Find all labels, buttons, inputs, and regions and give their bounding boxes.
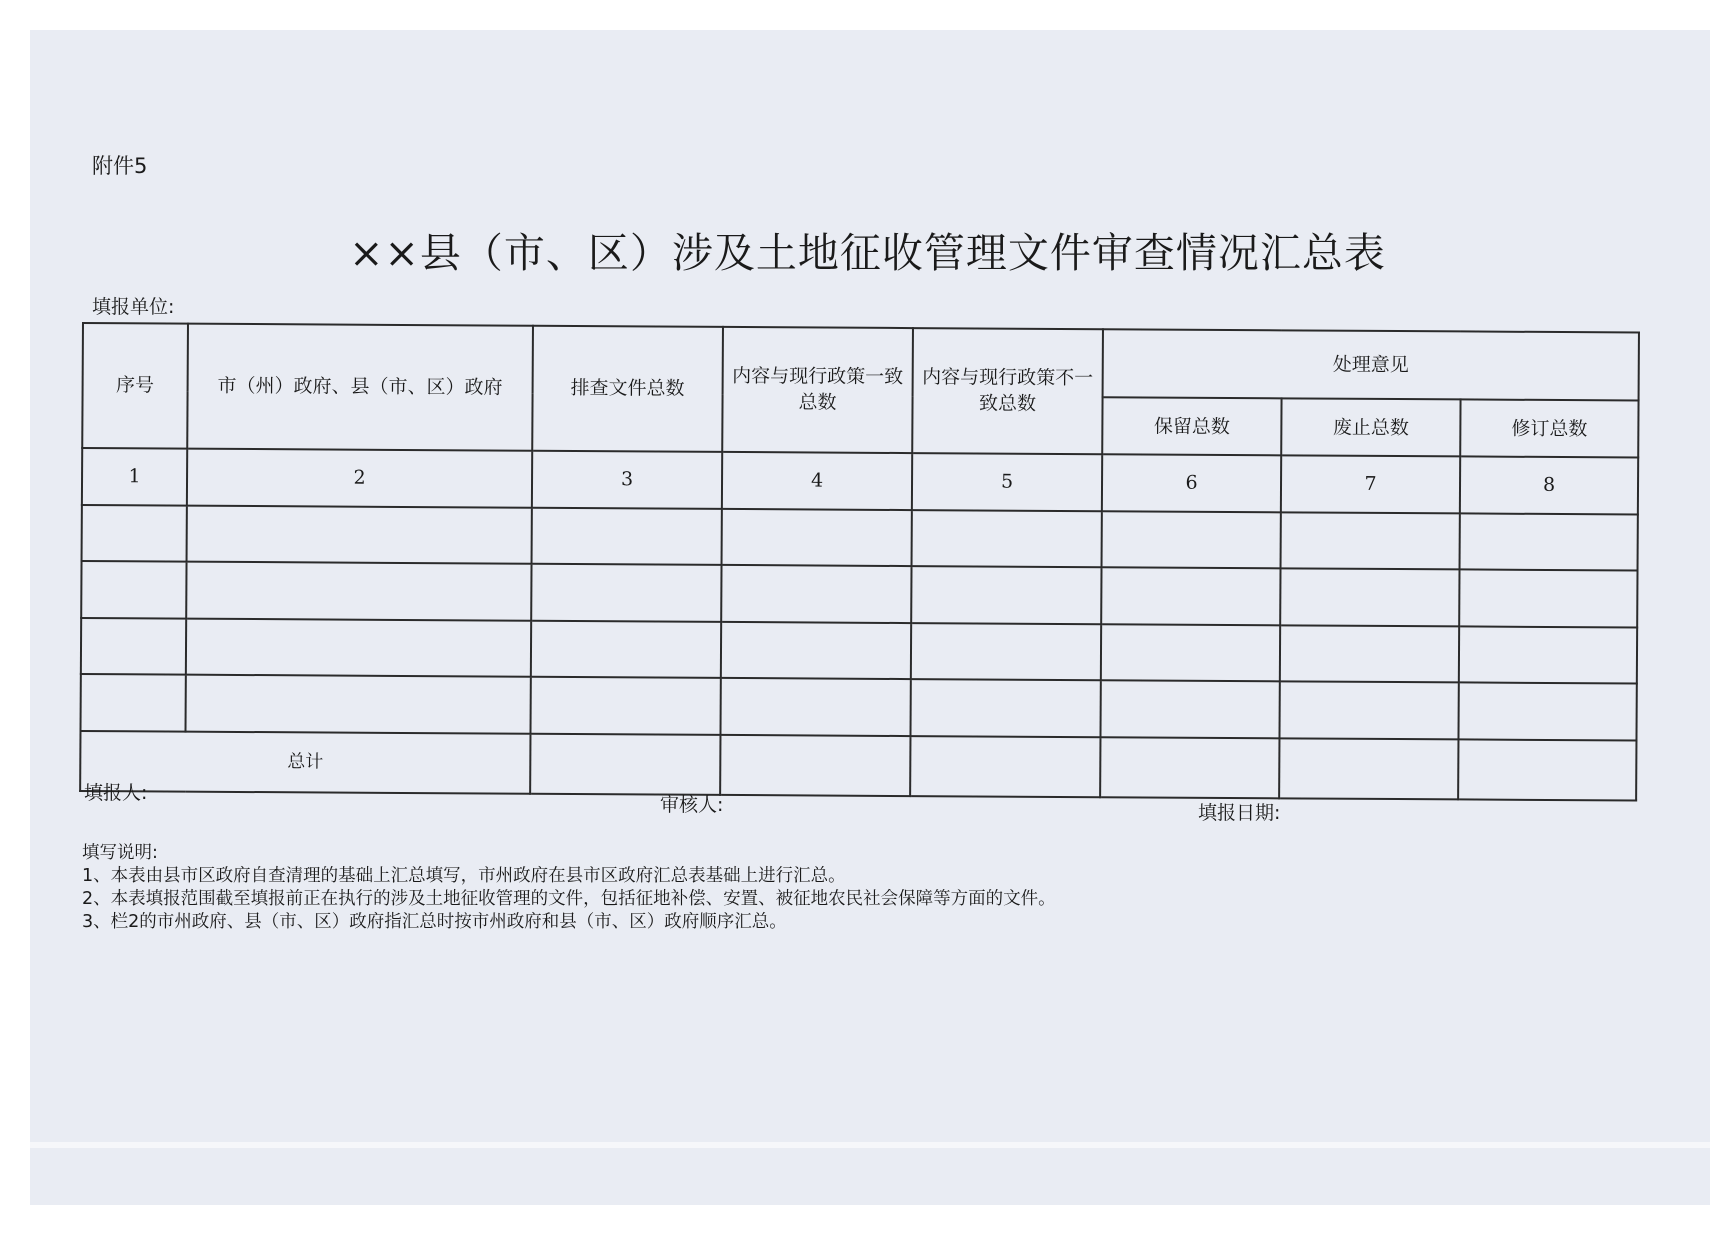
- table-cell[interactable]: [911, 566, 1101, 624]
- header-row-1: [83, 323, 1639, 401]
- table-cell[interactable]: [1460, 513, 1638, 571]
- table-cell[interactable]: [81, 561, 186, 618]
- table-cell[interactable]: [911, 623, 1101, 681]
- table-cell[interactable]: [186, 618, 531, 677]
- table-row: [81, 674, 1637, 740]
- table-cell[interactable]: [1279, 682, 1458, 740]
- reviewer-label: 审核人:: [660, 794, 724, 816]
- filler-unit-label: 填报单位:: [92, 296, 175, 318]
- table-row: [81, 618, 1637, 684]
- table-cell[interactable]: [1458, 683, 1636, 741]
- table-cell[interactable]: [910, 736, 1100, 797]
- table-cell[interactable]: [1280, 568, 1459, 626]
- table-cell[interactable]: [81, 618, 186, 675]
- table-cell[interactable]: [720, 735, 910, 796]
- scan-edge-band: [30, 1142, 1710, 1148]
- table-cell[interactable]: [530, 734, 720, 795]
- header-opinion: 处理意见: [1103, 329, 1639, 400]
- instruction-item: 3、栏2的市州政府、县（市、区）政府指汇总时按市州政府和县（市、区）政府顺序汇总。: [82, 912, 787, 932]
- table-cell[interactable]: [720, 678, 910, 736]
- table-cell[interactable]: [1279, 738, 1458, 799]
- fill-date-label: 填报日期:: [1198, 802, 1281, 824]
- table-cell[interactable]: [721, 622, 911, 680]
- form-title: ××县（市、区）涉及土地征收管理文件审查情况汇总表: [349, 229, 1386, 277]
- instruction-item: 2、本表填报范围截至填报前正在执行的涉及土地征收管理的文件，包括征地补偿、安置、被征地农民社会保障等方面的文件。: [82, 889, 1056, 909]
- column-number-row: [82, 448, 1638, 514]
- column-number: 5: [912, 453, 1102, 511]
- table-cell[interactable]: [722, 508, 912, 566]
- header-inconsistent: 内容与现行政策不一致总数: [912, 328, 1103, 454]
- table-cell[interactable]: [1281, 512, 1460, 570]
- header-consistent: 内容与现行政策一致总数: [722, 327, 913, 453]
- table-cell[interactable]: [186, 562, 531, 621]
- column-number: 1: [82, 448, 187, 505]
- table-cell[interactable]: [530, 677, 720, 735]
- table-row: [82, 505, 1638, 571]
- header-revise: 修订总数: [1460, 400, 1638, 458]
- column-number: 4: [722, 452, 912, 510]
- column-number: 3: [532, 451, 722, 509]
- instruction-item: 1、本表由县市区政府自查清理的基础上汇总填写，市州政府在县市区政府汇总表基础上进行汇总。: [82, 866, 846, 886]
- table-cell[interactable]: [1459, 626, 1637, 684]
- header-retain: 保留总数: [1102, 397, 1281, 455]
- table-cell[interactable]: [910, 680, 1100, 738]
- total-row: [80, 731, 1636, 800]
- header-total-docs: 排查文件总数: [532, 326, 723, 452]
- column-number: 2: [187, 449, 532, 508]
- table-cell[interactable]: [1100, 737, 1279, 798]
- table-cell[interactable]: [532, 507, 722, 565]
- table-cell[interactable]: [1101, 567, 1280, 625]
- table-cell[interactable]: [721, 565, 911, 623]
- column-number: 8: [1460, 456, 1638, 514]
- table-cell[interactable]: [1100, 681, 1279, 739]
- attachment-label: 附件5: [92, 154, 148, 178]
- table-cell[interactable]: [531, 564, 721, 622]
- total-label: 总计: [80, 731, 530, 794]
- column-number: 6: [1102, 454, 1281, 512]
- instructions: [82, 842, 1056, 934]
- table-cell[interactable]: [82, 505, 187, 562]
- table-row: [81, 561, 1637, 627]
- table-cell[interactable]: [912, 510, 1102, 568]
- table-cell[interactable]: [1102, 511, 1281, 569]
- table-cell[interactable]: [81, 674, 186, 731]
- table-cell[interactable]: [1458, 740, 1636, 801]
- table-cell[interactable]: [1459, 570, 1637, 628]
- header-abolish: 废止总数: [1281, 399, 1460, 457]
- table-cell[interactable]: [185, 675, 530, 734]
- column-number: 7: [1281, 455, 1460, 513]
- table-cell[interactable]: [1101, 624, 1280, 682]
- summary-table: [79, 322, 1640, 802]
- header-government: 市（州）政府、县（市、区）政府: [187, 324, 533, 451]
- header-seq: 序号: [82, 323, 188, 448]
- table-cell[interactable]: [531, 621, 721, 679]
- filler-person-label: 填报人:: [84, 782, 148, 804]
- table-cell[interactable]: [187, 505, 532, 564]
- table-cell[interactable]: [1280, 625, 1459, 683]
- instructions-heading: 填写说明:: [82, 843, 158, 863]
